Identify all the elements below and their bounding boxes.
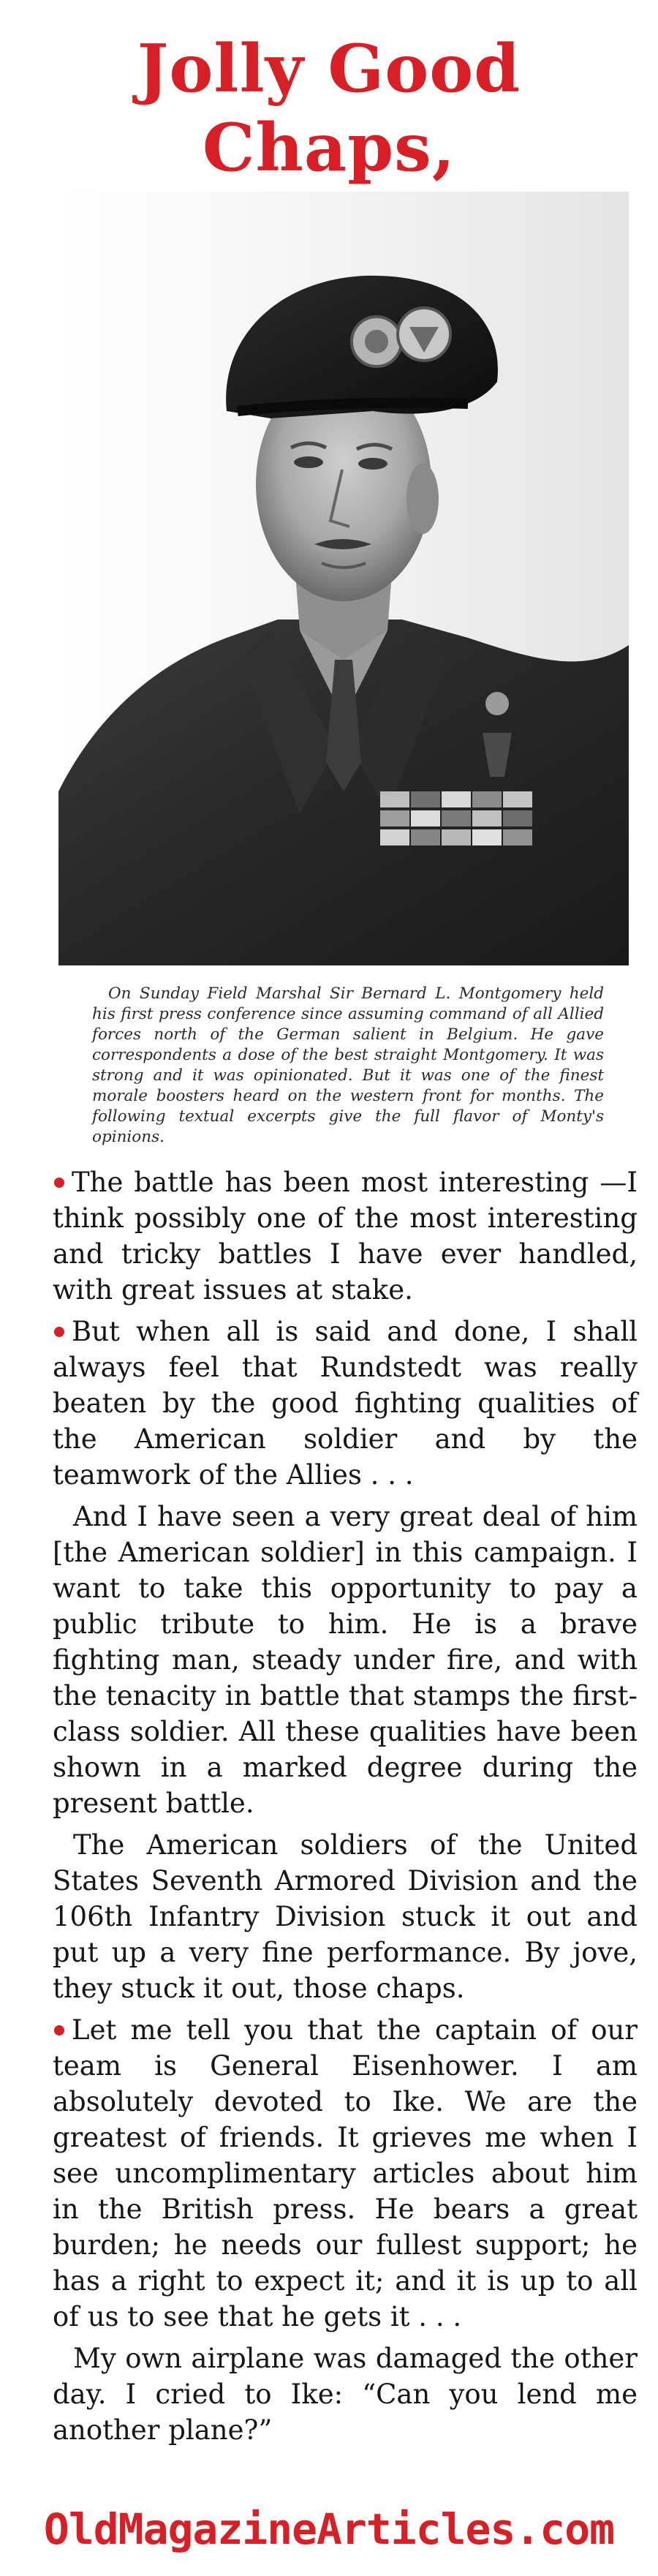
bullet-icon: [54, 2025, 64, 2035]
headline-line-1: Jolly Good Chaps,: [137, 30, 521, 187]
paragraph-3: [53, 1499, 638, 1821]
paragraph-text: And I have seen a very great deal of him [the American soldier] in this campaign. I want to take this opportunity to pay a public tribute to him. He is a brave fighting man, steady under fire, and with the tenacity in battle that stamps the first-class soldier. All these qualities have been shown in a marked degree during the present battle.: [53, 1501, 638, 1819]
site-footer-logo: OldMagazineArticles.com: [43, 2504, 615, 2554]
paragraph-text: The American soldiers of the United States Seventh Armored Division and the 106th Infantry Division stuck it out and put up a very fine performance. By jove, they stuck it out, those chaps.: [53, 1829, 638, 2004]
photo-caption: [92, 984, 604, 1148]
paragraph-6: [53, 2340, 638, 2448]
bullet-icon: [54, 1178, 64, 1188]
paragraph-text: My own airplane was damaged the other day. I cried to Ike: “Can you lend me another plane?”: [53, 2343, 638, 2446]
article-body: [53, 1164, 638, 2454]
paragraph-1: [53, 1164, 638, 1308]
caption-text: On Sunday Field Marshal Sir Bernard L. Montgomery held his first press conference since assuming command of all Allied forces north of the German salient in Belgium. He gave correspondents a dose of the best straight Montgomery. It was strong and it was opinionated. But it was one of the finest morale boosters heard on the western front for months. The following textual excerpts give the full flavor of Monty's opinions.: [92, 984, 604, 1146]
paragraph-4: [53, 1827, 638, 2006]
paragraph-5: [53, 2012, 638, 2335]
paragraph-text: Let me tell you that the captain of our team is General Eisenhower. I am absolutely devoted to Ike. We are the greatest of friends. It grieves me when I see uncomplimentary articles about him in the British press. He bears a great burden; he needs our fullest support; he has a right to expect it; and it is up to all of us to see that he gets it . . .: [53, 2014, 638, 2332]
paragraph-text: But when all is said and done, I shall always feel that Rundstedt was really beaten by the good fighting qualities of the American soldier and by the teamwork of the Allies . . .: [53, 1316, 638, 1491]
paragraph-2: [53, 1314, 638, 1493]
bullet-icon: [54, 1327, 64, 1337]
paragraph-text: The battle has been most interesting —I think possibly one of the most interesting and tricky battles I have ever handled, with great issues at stake.: [53, 1167, 638, 1306]
portrait-photo: [58, 192, 629, 965]
